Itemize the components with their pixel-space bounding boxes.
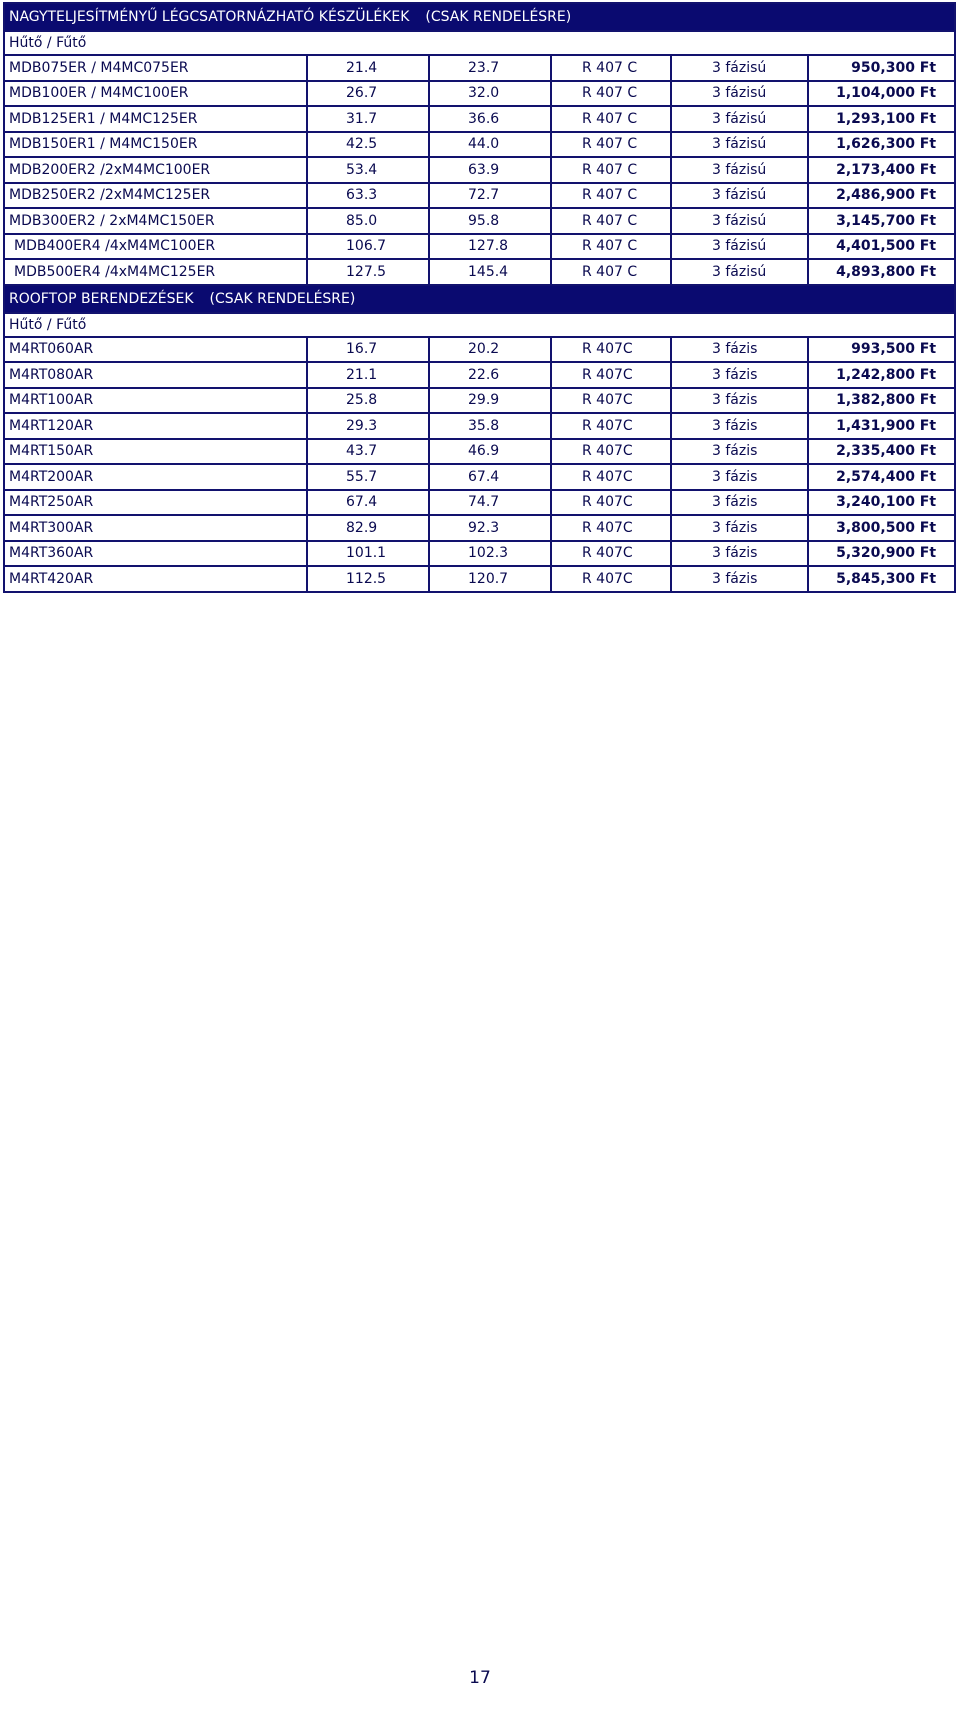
heating-capacity-cell: 92.3 — [429, 515, 551, 541]
table-row — [4, 208, 955, 234]
heating-capacity-cell: 36.6 — [429, 106, 551, 132]
phase-cell: 3 fázisú — [671, 157, 808, 183]
refrigerant-cell: R 407 C — [551, 157, 671, 183]
cooling-capacity-cell: 16.7 — [307, 337, 429, 363]
price-table — [3, 2, 956, 593]
section-note: (CSAK RENDELÉSRE) — [209, 290, 356, 307]
cooling-capacity-cell: 26.7 — [307, 81, 429, 107]
table-row — [4, 413, 955, 439]
phase-cell: 3 fázis — [671, 413, 808, 439]
refrigerant-cell: R 407 C — [551, 55, 671, 81]
table-row — [4, 490, 955, 516]
refrigerant-cell: R 407 C — [551, 106, 671, 132]
table-row — [4, 81, 955, 107]
phase-cell: 3 fázis — [671, 566, 808, 592]
cooling-capacity-cell: 112.5 — [307, 566, 429, 592]
price-cell: 2,574,400 Ft — [808, 464, 955, 490]
price-cell: 5,320,900 Ft — [808, 541, 955, 567]
cooling-capacity-cell: 63.3 — [307, 183, 429, 209]
refrigerant-cell: R 407C — [551, 490, 671, 516]
cooling-capacity-cell: 29.3 — [307, 413, 429, 439]
phase-cell: 3 fázis — [671, 388, 808, 414]
heating-capacity-cell: 102.3 — [429, 541, 551, 567]
phase-cell: 3 fázisú — [671, 183, 808, 209]
table-row — [4, 337, 955, 363]
heating-capacity-cell: 23.7 — [429, 55, 551, 81]
heating-capacity-cell: 145.4 — [429, 259, 551, 285]
table-row — [4, 541, 955, 567]
price-cell: 3,145,700 Ft — [808, 208, 955, 234]
price-cell: 1,293,100 Ft — [808, 106, 955, 132]
model-cell: M4RT120AR — [4, 413, 307, 439]
table-row — [4, 157, 955, 183]
heating-capacity-cell: 74.7 — [429, 490, 551, 516]
heating-capacity-cell: 67.4 — [429, 464, 551, 490]
price-cell: 4,401,500 Ft — [808, 234, 955, 260]
phase-cell: 3 fázisú — [671, 208, 808, 234]
section-subtitle-row — [4, 31, 955, 55]
model-cell: M4RT200AR — [4, 464, 307, 490]
heating-capacity-cell: 95.8 — [429, 208, 551, 234]
phase-cell: 3 fázis — [671, 490, 808, 516]
model-cell: M4RT080AR — [4, 362, 307, 388]
cooling-capacity-cell: 101.1 — [307, 541, 429, 567]
price-cell: 1,382,800 Ft — [808, 388, 955, 414]
heating-capacity-cell: 44.0 — [429, 132, 551, 158]
refrigerant-cell: R 407C — [551, 337, 671, 363]
cooling-capacity-cell: 85.0 — [307, 208, 429, 234]
price-cell: 4,893,800 Ft — [808, 259, 955, 285]
model-cell: MDB250ER2 /2xM4MC125ER — [4, 183, 307, 209]
section-title: NAGYTELJESÍTMÉNYŰ LÉGCSATORNÁZHATÓ KÉSZÜLÉKEK — [9, 9, 410, 25]
phase-cell: 3 fázisú — [671, 259, 808, 285]
table-row — [4, 515, 955, 541]
price-cell: 3,240,100 Ft — [808, 490, 955, 516]
cooling-capacity-cell: 127.5 — [307, 259, 429, 285]
heating-capacity-cell: 35.8 — [429, 413, 551, 439]
model-cell: MDB200ER2 /2xM4MC100ER — [4, 157, 307, 183]
model-cell: M4RT360AR — [4, 541, 307, 567]
phase-cell: 3 fázisú — [671, 55, 808, 81]
table-row — [4, 259, 955, 285]
refrigerant-cell: R 407 C — [551, 234, 671, 260]
price-cell: 1,104,000 Ft — [808, 81, 955, 107]
price-list-sheet — [3, 2, 954, 593]
table-row — [4, 183, 955, 209]
heating-capacity-cell: 29.9 — [429, 388, 551, 414]
page-number: 17 — [469, 1668, 491, 1688]
section-title-cell — [4, 3, 955, 31]
refrigerant-cell: R 407 C — [551, 259, 671, 285]
refrigerant-cell: R 407C — [551, 541, 671, 567]
price-cell: 1,242,800 Ft — [808, 362, 955, 388]
price-cell: 1,626,300 Ft — [808, 132, 955, 158]
phase-cell: 3 fázis — [671, 337, 808, 363]
price-cell: 1,431,900 Ft — [808, 413, 955, 439]
cooling-capacity-cell: 21.4 — [307, 55, 429, 81]
table-row — [4, 362, 955, 388]
cooling-capacity-cell: 55.7 — [307, 464, 429, 490]
model-cell: MDB300ER2 / 2xM4MC150ER — [4, 208, 307, 234]
heating-capacity-cell: 63.9 — [429, 157, 551, 183]
heating-capacity-cell: 127.8 — [429, 234, 551, 260]
section-title: ROOFTOP BERENDEZÉSEK — [9, 290, 194, 307]
model-cell: MDB400ER4 /4xM4MC100ER — [4, 234, 307, 260]
phase-cell: 3 fázis — [671, 515, 808, 541]
model-cell: MDB150ER1 / M4MC150ER — [4, 132, 307, 158]
table-row — [4, 132, 955, 158]
section-note: (CSAK RENDELÉSRE) — [425, 9, 572, 25]
price-cell: 3,800,500 Ft — [808, 515, 955, 541]
phase-cell: 3 fázisú — [671, 106, 808, 132]
phase-cell: 3 fázis — [671, 439, 808, 465]
model-cell: MDB500ER4 /4xM4MC125ER — [4, 259, 307, 285]
refrigerant-cell: R 407C — [551, 413, 671, 439]
cooling-capacity-cell: 82.9 — [307, 515, 429, 541]
refrigerant-cell: R 407 C — [551, 132, 671, 158]
price-cell: 5,845,300 Ft — [808, 566, 955, 592]
price-cell: 993,500 Ft — [808, 337, 955, 363]
model-cell: M4RT100AR — [4, 388, 307, 414]
model-cell: M4RT150AR — [4, 439, 307, 465]
phase-cell: 3 fázis — [671, 541, 808, 567]
refrigerant-cell: R 407C — [551, 515, 671, 541]
cooling-capacity-cell: 42.5 — [307, 132, 429, 158]
refrigerant-cell: R 407C — [551, 439, 671, 465]
price-cell: 2,486,900 Ft — [808, 183, 955, 209]
model-cell: M4RT420AR — [4, 566, 307, 592]
phase-cell: 3 fázis — [671, 362, 808, 388]
phase-cell: 3 fázisú — [671, 234, 808, 260]
heating-capacity-cell: 32.0 — [429, 81, 551, 107]
refrigerant-cell: R 407C — [551, 388, 671, 414]
price-cell: 2,335,400 Ft — [808, 439, 955, 465]
section-header — [4, 285, 955, 313]
heating-capacity-cell: 22.6 — [429, 362, 551, 388]
heating-capacity-cell: 72.7 — [429, 183, 551, 209]
refrigerant-cell: R 407C — [551, 464, 671, 490]
phase-cell: 3 fázis — [671, 464, 808, 490]
phase-cell: 3 fázisú — [671, 81, 808, 107]
table-row — [4, 388, 955, 414]
table-row — [4, 566, 955, 592]
price-cell: 2,173,400 Ft — [808, 157, 955, 183]
refrigerant-cell: R 407 C — [551, 208, 671, 234]
cooling-capacity-cell: 106.7 — [307, 234, 429, 260]
section-subtitle: Hűtő / Fűtő — [4, 31, 955, 55]
refrigerant-cell: R 407 C — [551, 81, 671, 107]
table-row — [4, 55, 955, 81]
heating-capacity-cell: 20.2 — [429, 337, 551, 363]
model-cell: M4RT060AR — [4, 337, 307, 363]
model-cell: MDB125ER1 / M4MC125ER — [4, 106, 307, 132]
table-row — [4, 234, 955, 260]
refrigerant-cell: R 407 C — [551, 183, 671, 209]
refrigerant-cell: R 407C — [551, 566, 671, 592]
cooling-capacity-cell: 25.8 — [307, 388, 429, 414]
cooling-capacity-cell: 31.7 — [307, 106, 429, 132]
model-cell: M4RT300AR — [4, 515, 307, 541]
cooling-capacity-cell: 43.7 — [307, 439, 429, 465]
heating-capacity-cell: 46.9 — [429, 439, 551, 465]
cooling-capacity-cell: 21.1 — [307, 362, 429, 388]
model-cell: MDB075ER / M4MC075ER — [4, 55, 307, 81]
model-cell: M4RT250AR — [4, 490, 307, 516]
table-row — [4, 439, 955, 465]
cooling-capacity-cell: 67.4 — [307, 490, 429, 516]
phase-cell: 3 fázisú — [671, 132, 808, 158]
model-cell: MDB100ER / M4MC100ER — [4, 81, 307, 107]
refrigerant-cell: R 407C — [551, 362, 671, 388]
section-subtitle: Hűtő / Fűtő — [4, 313, 955, 337]
price-cell: 950,300 Ft — [808, 55, 955, 81]
section-header — [4, 3, 955, 31]
heating-capacity-cell: 120.7 — [429, 566, 551, 592]
table-row — [4, 106, 955, 132]
section-subtitle-row — [4, 313, 955, 337]
table-row — [4, 464, 955, 490]
section-title-cell — [4, 285, 955, 313]
cooling-capacity-cell: 53.4 — [307, 157, 429, 183]
